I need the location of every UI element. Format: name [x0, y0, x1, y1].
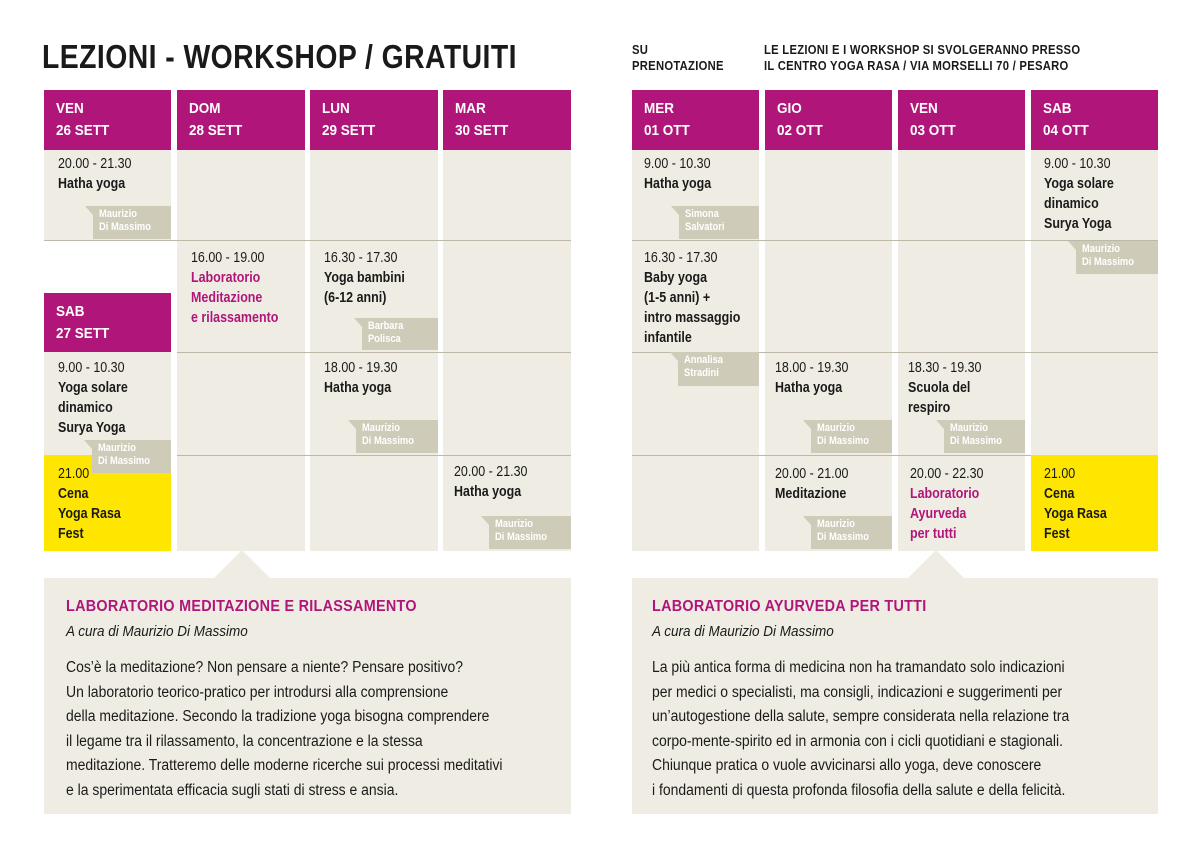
day-header-mer-01: MER 01 OTT	[632, 90, 759, 150]
event-meditazione: 20.00 - 21.00 Meditazione	[775, 466, 849, 502]
teacher-tag: Annalisa Stradini	[678, 352, 759, 386]
cell-bg	[310, 150, 438, 551]
teacher-tag: Maurizio Di Massimo	[1076, 241, 1158, 274]
schedule-grid-left	[44, 90, 571, 551]
event-hatha-yoga: 20.00 - 21.30 Hatha yoga	[58, 156, 132, 192]
page-title: LEZIONI - WORKSHOP / GRATUITI	[42, 38, 517, 75]
teacher-tag: Simona Salvatori	[679, 206, 759, 239]
row-divider	[177, 352, 571, 353]
event-cena-fest: 21.00 Cena Yoga Rasa Fest	[58, 466, 121, 542]
row-divider	[44, 240, 571, 241]
day-header-gio-02: GIO 02 OTT	[765, 90, 892, 150]
location-note: LE LEZIONI E I WORKSHOP SI SVOLGERANNO PRESSO IL CENTRO YOGA RASA / VIA MORSELLI 70 / PESARO	[764, 43, 1081, 73]
description-box-meditazione	[44, 578, 571, 814]
box-title: LABORATORIO MEDITAZIONE E RILASSAMENTO	[66, 598, 417, 615]
description-box-ayurveda	[632, 578, 1158, 814]
event-scuola-del-respiro: 18.30 - 19.30 Scuola del respiro	[908, 360, 982, 416]
row-divider	[632, 455, 1031, 456]
teacher-tag: Maurizio Di Massimo	[811, 516, 892, 549]
teacher-tag: Maurizio Di Massimo	[944, 420, 1025, 453]
event-hatha-yoga: 20.00 - 21.30 Hatha yoga	[454, 464, 528, 500]
event-baby-yoga: 16.30 - 17.30 Baby yoga (1-5 anni) + intro massaggio infantile	[644, 250, 741, 346]
booking-note: SU PRENOTAZIONE	[632, 43, 724, 73]
event-hatha-yoga: 18.00 - 19.30 Hatha yoga	[775, 360, 849, 396]
event-laboratorio-meditazione: 16.00 - 19.00 Laboratorio Meditazione e rilassamento	[191, 250, 279, 326]
day-header-ven-03: VEN 03 OTT	[898, 90, 1025, 150]
event-yoga-solare: 9.00 - 10.30 Yoga solare dinamico Surya Yoga	[58, 360, 128, 436]
box-body: Cos’è la meditazione? Non pensare a niente? Pensare positivo? Un laboratorio teorico-pratico per introdursi alla comprensione della meditazione. Secondo la tradizione yoga bisogna comprendere il legame tra il rilassamento, la concentrazione e la stessa meditazione. Tratteremo delle moderne ricerche sui processi meditativi e la sperimentata efficacia sugli stati di stress e ansia.	[66, 659, 503, 799]
day-header-sab-04: SAB 04 OTT	[1031, 90, 1158, 150]
event-yoga-bambini: 16.30 - 17.30 Yoga bambini (6-12 anni)	[324, 250, 405, 306]
row-divider	[177, 455, 571, 456]
day-header-ven-26: VEN 26 SETT	[44, 90, 171, 150]
event-laboratorio-ayurveda: 20.00 - 22.30 Laboratorio Ayurveda per tutti	[910, 466, 984, 542]
event-yoga-solare: 9.00 - 10.30 Yoga solare dinamico Surya Yoga	[1044, 156, 1114, 232]
box-body: La più antica forma di medicina non ha tramandato solo indicazioni per medici o specialisti, ma consigli, indicazioni e suggerimenti per un’autogestione della salute, sempre considerata nella relazione tra corpo-mente-spirito ed in armonia con i cicli quotidiani e stagionali. Chiunque pratica o vuole avvicinarsi allo yoga, deve conoscere i fondamenti di questa profonda filosofia della salute e della felicità.	[652, 659, 1070, 799]
box-subtitle: A cura di Maurizio Di Massimo	[66, 623, 248, 640]
teacher-tag: Barbara Polisca	[362, 318, 438, 350]
teacher-tag: Maurizio Di Massimo	[489, 516, 571, 549]
teacher-tag: Maurizio Di Massimo	[356, 420, 438, 453]
schedule-grid-right	[632, 90, 1158, 551]
day-header-dom-28: DOM 28 SETT	[177, 90, 305, 150]
event-hatha-yoga: 9.00 - 10.30 Hatha yoga	[644, 156, 712, 192]
teacher-tag: Maurizio Di Massimo	[92, 440, 171, 473]
box-title: LABORATORIO AYURVEDA PER TUTTI	[652, 598, 927, 615]
pointer-triangle	[908, 550, 964, 578]
event-cena-fest: 21.00 Cena Yoga Rasa Fest	[1044, 466, 1107, 542]
day-header-sab-27: SAB 27 SETT	[44, 293, 171, 352]
event-hatha-yoga: 18.00 - 19.30 Hatha yoga	[324, 360, 398, 396]
box-subtitle: A cura di Maurizio Di Massimo	[652, 623, 834, 640]
day-header-lun-29: LUN 29 SETT	[310, 90, 438, 150]
pointer-triangle	[214, 550, 270, 578]
teacher-tag: Maurizio Di Massimo	[811, 420, 892, 453]
day-header-mar-30: MAR 30 SETT	[443, 90, 571, 150]
teacher-tag: Maurizio Di Massimo	[93, 206, 171, 239]
cell-bg	[177, 150, 305, 551]
